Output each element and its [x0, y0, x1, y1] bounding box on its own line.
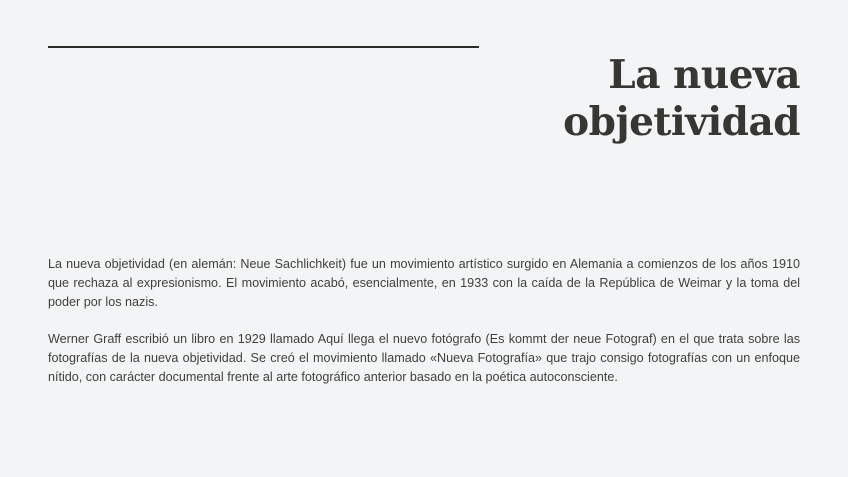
- slide-title: [380, 52, 800, 146]
- title-line-1: La nueva: [608, 52, 800, 98]
- paragraph-1: La nueva objetividad (en alemán: Neue Sachlichkeit) fue un movimiento artístico surgido en Alemania a comienzos de los años 1910 que rechaza al expresionismo. El movimiento acabó, esencialmente, en 1933 con la caída de la República de Weimar y la toma del poder por los nazis.: [48, 257, 800, 309]
- body-text: [48, 255, 800, 405]
- top-divider-line: [48, 46, 479, 48]
- title-line-2: objetividad: [563, 99, 800, 145]
- paragraph-2: Werner Graff escribió un libro en 1929 llamado Aquí llega el nuevo fotógrafo (Es kommt der neue Fotograf) en el que trata sobre las fotografías de la nueva objetividad. Se creó el movimiento llamado «Nueva Fotografía» que trajo consigo fotografías con un enfoque nítido, con carácter documental frente al arte fotográfico anterior basado en la poética autoconsciente.: [48, 332, 800, 384]
